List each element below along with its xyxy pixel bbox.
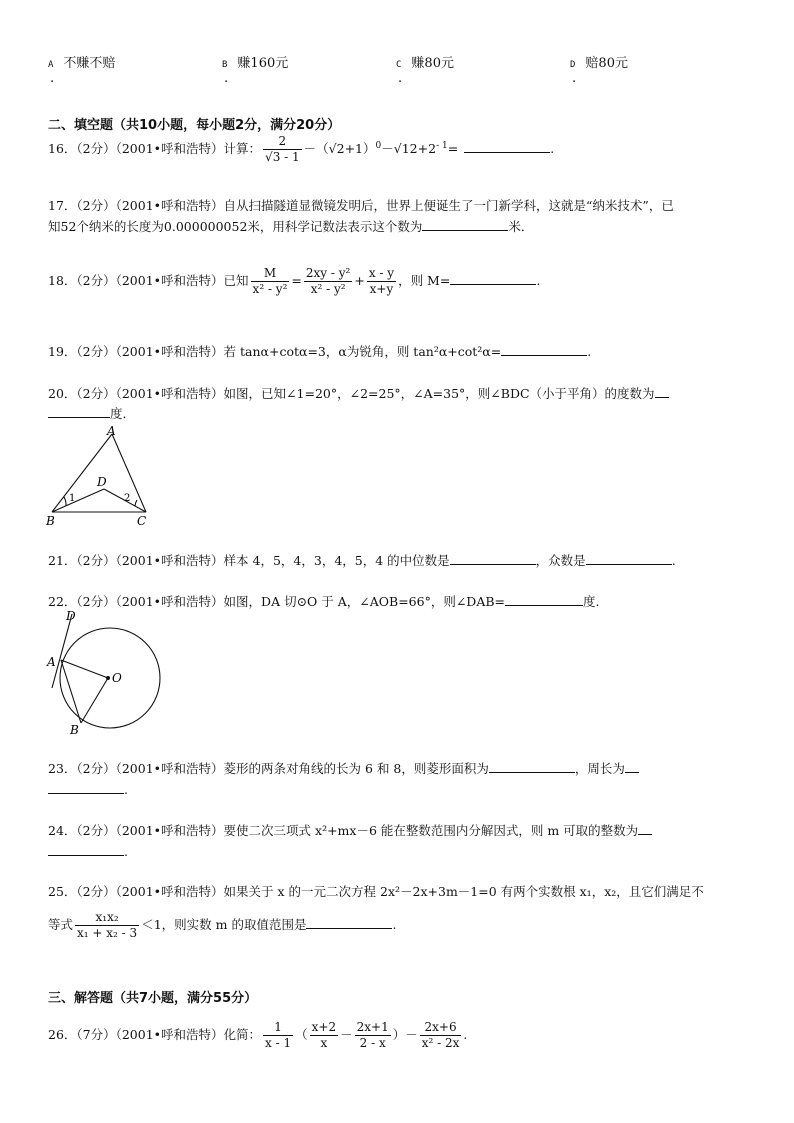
q18-fraction-3 (367, 266, 396, 297)
label-b: B (70, 723, 79, 736)
q19-answer-blank[interactable] (501, 341, 587, 356)
q18-denominator-3: x+y (369, 282, 394, 296)
q22-unit: 度. (583, 594, 600, 609)
q26-prefix: 26．（7分）（2001•呼和浩特）化简： (48, 1027, 262, 1042)
q17-answer-blank[interactable] (422, 216, 508, 231)
option-d-text: 赔80元 (585, 56, 628, 71)
q26-numerator-3: 2x+1 (356, 1020, 389, 1034)
q20-unit: 度． (110, 406, 136, 421)
triangle-side-ab (52, 434, 112, 512)
q17-line2-text: 知52个纳米的长度为0.000000052米，用科学记数法表示这个数为 (48, 219, 423, 234)
q19-end: . (587, 344, 592, 359)
q25-fraction (75, 910, 139, 941)
q26-end: . (463, 1027, 468, 1042)
q26-numerator-2: x+2 (311, 1020, 337, 1034)
segment-bd (52, 489, 104, 512)
q26-denominator-2: x (320, 1036, 328, 1050)
q18-fraction-1 (251, 266, 290, 297)
option-b-text: 赚160元 (237, 56, 289, 71)
radius-ao (61, 660, 108, 678)
center-point-o (106, 676, 110, 680)
label-o: O (112, 671, 122, 685)
q18-answer-blank[interactable] (450, 270, 536, 285)
q26-fraction-4 (420, 1020, 462, 1051)
q26-denominator-1: x - 1 (265, 1036, 292, 1050)
option-d (570, 52, 628, 71)
q26-numerator-1: 1 (263, 1020, 293, 1036)
q23-end: . (124, 782, 128, 797)
q23-mid: ，周长为 (574, 761, 625, 776)
question-17-line1: 17．（2分）（2001•呼和浩特）自从扫描隧道显微镜发明后，世界上便诞生了一门新学科，这就是“纳米技术”，已 (48, 198, 674, 213)
q16-exp0: 0 (375, 140, 382, 151)
figure-triangle-abc (44, 422, 156, 530)
q25-denominator: x₁ + x₂ - 3 (77, 926, 138, 940)
q18-denominator-1: x² - y² (252, 282, 288, 296)
label-angle-1: 1 (69, 493, 76, 504)
label-c: C (137, 514, 147, 528)
q18-end: . (536, 273, 541, 288)
q16-mid2: －√12+2 (381, 141, 437, 156)
q16-answer-blank[interactable] (464, 138, 550, 153)
q20-line1-text: 20．（2分）（2001•呼和浩特）如图，已知∠1=20°，∠2=25°，∠A=35°，则∠BDC（小于平角）的度数为 (48, 386, 655, 401)
option-a-dot: . (50, 71, 55, 86)
q24-answer-blank[interactable] (48, 841, 124, 856)
q26-numerator-4: 2x+6 (420, 1020, 462, 1036)
question-21 (48, 550, 676, 571)
chord-ab (61, 660, 81, 723)
figure-circle-tangent (44, 608, 164, 736)
q16-mid1: －（√2+1） (303, 141, 376, 156)
option-b-dot: . (224, 71, 229, 86)
q16-fraction (263, 134, 302, 165)
angle-2-arc (135, 500, 137, 506)
q26-minus-1: － (340, 1027, 353, 1042)
question-23-line2 (48, 779, 128, 800)
q22-text: 22．（2分）（2001•呼和浩特）如图，DA 切⊙O 于 A，∠AOB=66°，则∠DAB= (48, 594, 506, 609)
q18-numerator-2: 2xy - y² (305, 266, 351, 280)
label-a: A (47, 655, 56, 669)
q21-median-blank[interactable] (450, 550, 536, 565)
q18-fraction-2 (304, 266, 352, 297)
question-19 (48, 341, 591, 362)
q18-equals: = (291, 273, 302, 288)
q21-mode-blank[interactable] (586, 550, 672, 565)
q18-plus: + (354, 273, 365, 288)
question-25-line2 (48, 910, 396, 941)
option-a (48, 52, 115, 71)
q19-text: 19．（2分）（2001•呼和浩特）若 tanα+cotα=3，α为锐角，则 tan²α+cot²α= (48, 344, 502, 359)
question-26 (48, 1020, 467, 1051)
q26-paren-close: ）－ (392, 1027, 418, 1042)
q18-denominator-2: x² - y² (310, 282, 346, 296)
option-b-letter: B (222, 60, 228, 70)
q16-numerator: 2 (263, 134, 302, 150)
q17-unit: 米． (508, 219, 534, 234)
q18-tail: ，则 M= (398, 273, 451, 288)
tangent-line-da (52, 614, 72, 688)
label-angle-2: 2 (124, 493, 131, 504)
option-c-dot: . (398, 71, 403, 86)
q25-numerator: x₁x₂ (75, 910, 139, 926)
q26-denominator-4: x² - 2x (421, 1036, 460, 1050)
q16-prefix: 16．（2分）（2001•呼和浩特）计算： (48, 141, 262, 156)
q18-numerator-3: x - y (368, 266, 395, 280)
q23-area-blank[interactable] (489, 758, 575, 773)
option-c-text: 赚80元 (411, 56, 454, 71)
option-b (222, 52, 288, 71)
q26-paren-open: （ (295, 1027, 308, 1042)
option-c (396, 52, 454, 71)
q25-answer-blank[interactable] (306, 914, 392, 929)
section-fill-in-title: 二、填空题（共10小题，每小题2分，满分20分） (48, 118, 341, 133)
label-a: A (107, 424, 116, 438)
q16-denominator: √3 - 1 (265, 150, 300, 164)
q20-answer-blank-start[interactable] (655, 383, 669, 398)
q18-numerator-1: M (251, 266, 290, 282)
q26-denominator-3: 2 - x (359, 1036, 386, 1050)
q24-text: 24．（2分）（2001•呼和浩特）要使二次三项式 x²+mx－6 能在整数范围内分解因式，则 m 可取的整数为 (48, 823, 639, 838)
section-solution-title: 三、解答题（共7小题，满分55分） (48, 991, 258, 1006)
question-23-line1 (48, 758, 639, 779)
q16-exp-neg1: - 1 (436, 140, 448, 151)
q22-answer-blank[interactable] (505, 591, 583, 606)
question-18 (48, 266, 540, 297)
question-25-line1: 25．（2分）（2001•呼和浩特）如果关于 x 的一元二次方程 2x²－2x+3m－1=0 有两个实数根 x₁，x₂，且它们满足不 (48, 884, 704, 899)
q16-end: . (550, 141, 555, 156)
option-d-dot: . (572, 71, 577, 86)
question-20-line1 (48, 383, 669, 404)
q21-text: 21．（2分）（2001•呼和浩特）样本 4，5，4，3，4，5，4 的中位数是 (48, 553, 450, 568)
option-a-text: 不赚不赔 (63, 56, 116, 71)
radius-ob (81, 678, 108, 723)
q24-answer-blank-start[interactable] (638, 820, 652, 835)
q25-pre: 等式 (48, 917, 74, 932)
q21-end: . (671, 553, 676, 568)
q25-post: ＜1，则实数 m 的取值范围是 (141, 917, 307, 932)
option-a-letter: A (48, 60, 54, 70)
q21-mid: ，众数是 (535, 553, 586, 568)
q24-end: . (124, 844, 128, 859)
question-16 (48, 134, 554, 165)
angle-1-arc (64, 497, 66, 506)
q20-answer-blank[interactable] (48, 403, 110, 418)
q26-fraction-1 (263, 1020, 293, 1051)
label-d: D (66, 609, 76, 623)
option-d-letter: D (570, 60, 576, 70)
q23-perimeter-blank-start[interactable] (625, 758, 639, 773)
question-17-line2 (48, 216, 533, 237)
q18-prefix: 18．（2分）（2001•呼和浩特）已知 (48, 273, 249, 288)
q16-equals: = (447, 141, 459, 156)
question-24-line2 (48, 841, 128, 862)
q23-text: 23．（2分）（2001•呼和浩特）菱形的两条对角线的长为 6 和 8，则菱形面积为 (48, 761, 489, 776)
label-d: D (97, 475, 107, 489)
q23-perimeter-blank[interactable] (48, 779, 124, 794)
q26-fraction-2 (310, 1020, 338, 1051)
q25-end: . (392, 917, 397, 932)
option-c-letter: C (396, 60, 402, 70)
q26-fraction-3 (355, 1020, 391, 1051)
label-b: B (46, 514, 55, 528)
question-24-line1 (48, 820, 652, 841)
question-20-line2 (48, 403, 135, 424)
